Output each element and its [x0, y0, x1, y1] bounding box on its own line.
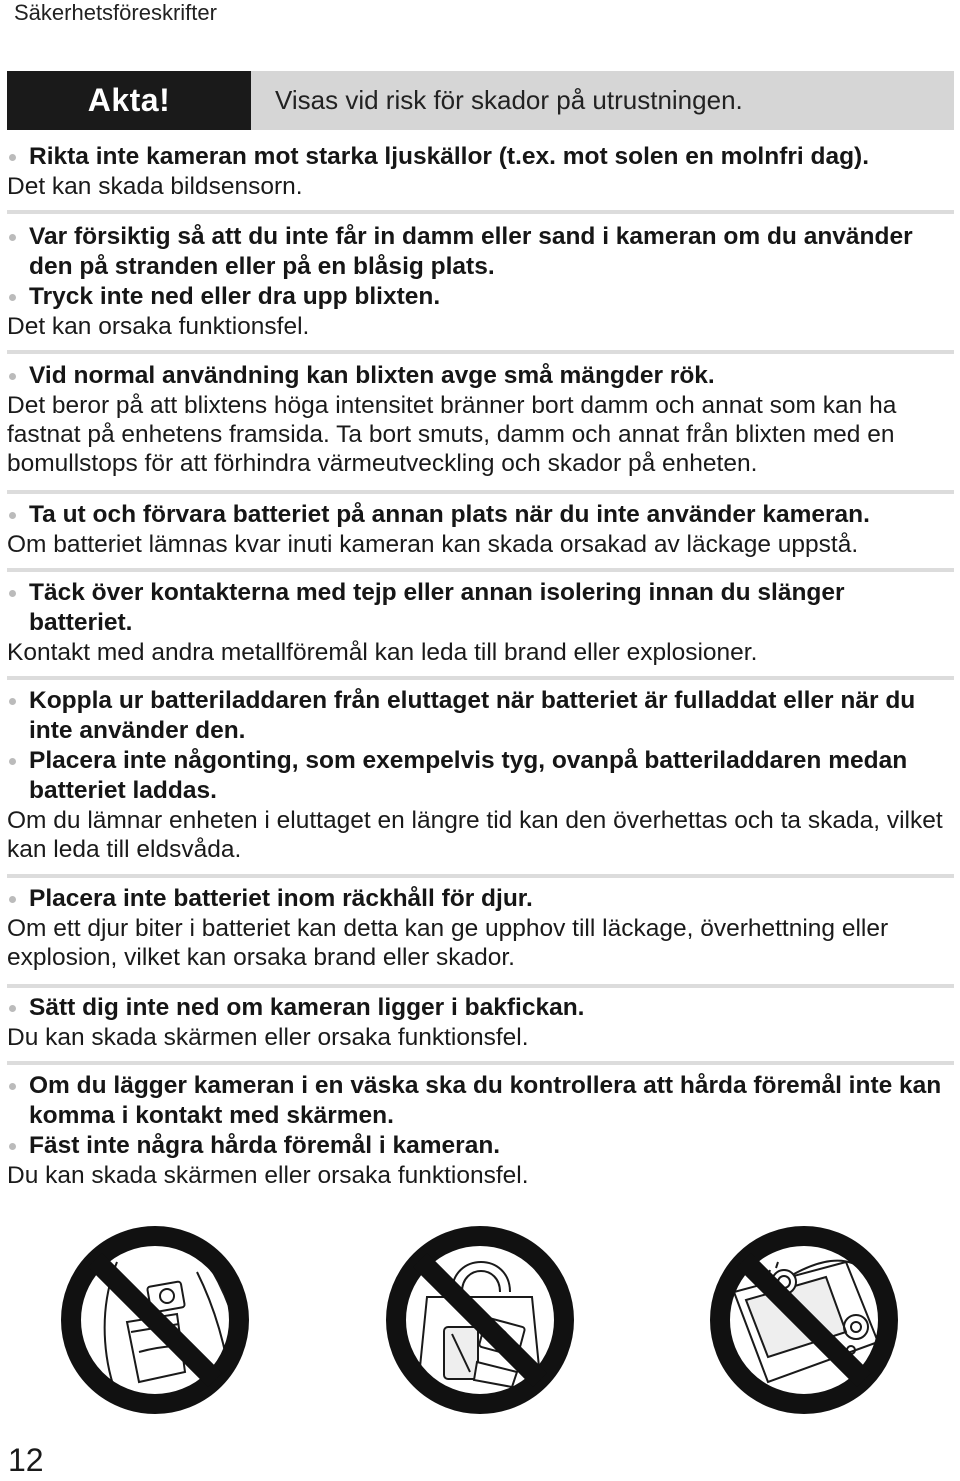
warning-item: Ta ut och förvara batteriet på annan plats när du inte använder kameran.: [7, 500, 954, 530]
caution-text: Visas vid risk för skador på utrustningen.: [275, 85, 743, 115]
safety-section: [7, 686, 954, 864]
caution-label: Akta!: [7, 71, 251, 130]
camera-back-pocket-prohibited-icon: [57, 1222, 253, 1418]
caution-banner: [7, 71, 954, 130]
warning-description: Det kan orsaka funktionsfel.: [7, 313, 310, 340]
safety-section: [7, 578, 954, 667]
warning-item: Rikta inte kameran mot starka ljuskällor (t.ex. mot solen en molnfri dag).: [7, 142, 954, 172]
section-divider: [7, 676, 954, 680]
warning-description: Det kan skada bildsensorn.: [7, 173, 303, 200]
warning-item: Placera inte batteriet inom räckhåll för djur.: [7, 884, 954, 914]
section-divider: [7, 874, 954, 878]
safety-section: [7, 993, 954, 1052]
camera-hard-object-prohibited-icon: [706, 1222, 902, 1418]
warning-item: Om du lägger kameran i en väska ska du kontrollera att hårda föremål inte kan komma i kontakt med skärmen.: [7, 1071, 954, 1131]
warning-item: Placera inte någonting, som exempelvis tyg, ovanpå batteriladdaren medan batteriet laddas.: [7, 746, 954, 806]
safety-section: [7, 222, 954, 341]
section-divider: [7, 1061, 954, 1065]
warning-item: Sätt dig inte ned om kameran ligger i bakfickan.: [7, 993, 954, 1023]
page-header: Säkerhetsföreskrifter: [14, 0, 217, 25]
warning-item: Tryck inte ned eller dra upp blixten.: [7, 282, 954, 312]
warning-description: Om batteriet lämnas kvar inuti kameran kan skada orsakad av läckage uppstå.: [7, 531, 859, 558]
safety-section: [7, 884, 954, 972]
warning-item: Vid normal användning kan blixten avge små mängder rök.: [7, 361, 954, 391]
warning-description: Om ett djur biter i batteriet kan detta kan ge upphov till läckage, överhettning eller explosion, vilket kan orsaka brand eller skador.: [7, 915, 889, 971]
warning-item: Koppla ur batteriladdaren från eluttaget när batteriet är fulladdat eller när du inte använder den.: [7, 686, 954, 746]
camera-in-bag-prohibited-icon: [382, 1222, 578, 1418]
safety-section: [7, 361, 954, 478]
warning-item: Fäst inte några hårda föremål i kameran.: [7, 1131, 954, 1161]
safety-section: [7, 500, 954, 559]
section-divider: [7, 984, 954, 988]
warning-description: Du kan skada skärmen eller orsaka funktionsfel.: [7, 1024, 529, 1051]
prohibition-illustrations: [0, 1222, 960, 1422]
section-divider: [7, 210, 954, 214]
warning-description: Du kan skada skärmen eller orsaka funktionsfel.: [7, 1162, 529, 1189]
warning-item: Täck över kontakterna med tejp eller annan isolering innan du slänger batteriet.: [7, 578, 954, 638]
section-divider: [7, 568, 954, 572]
warning-item: Var försiktig så att du inte får in damm eller sand i kameran om du använder den på stranden eller på en blåsig plats.: [7, 222, 954, 282]
safety-section: [7, 142, 954, 201]
safety-section: [7, 1071, 954, 1190]
section-divider: [7, 350, 954, 354]
section-divider: [7, 490, 954, 494]
warning-description: Det beror på att blixtens höga intensitet bränner bort damm och annat som kan ha fastnat på enhetens framsida. Ta bort smuts, damm och annat från blixten med en bomullstops för att förhindra värmeutveckling och skador på enheten.: [7, 392, 897, 477]
page-number: 12: [8, 1442, 44, 1478]
warning-description: Kontakt med andra metallföremål kan leda till brand eller explosioner.: [7, 639, 758, 666]
warning-description: Om du lämnar enheten i eluttaget en längre tid kan den överhettas och ta skada, vilket kan leda till eldsvåda.: [7, 807, 943, 863]
